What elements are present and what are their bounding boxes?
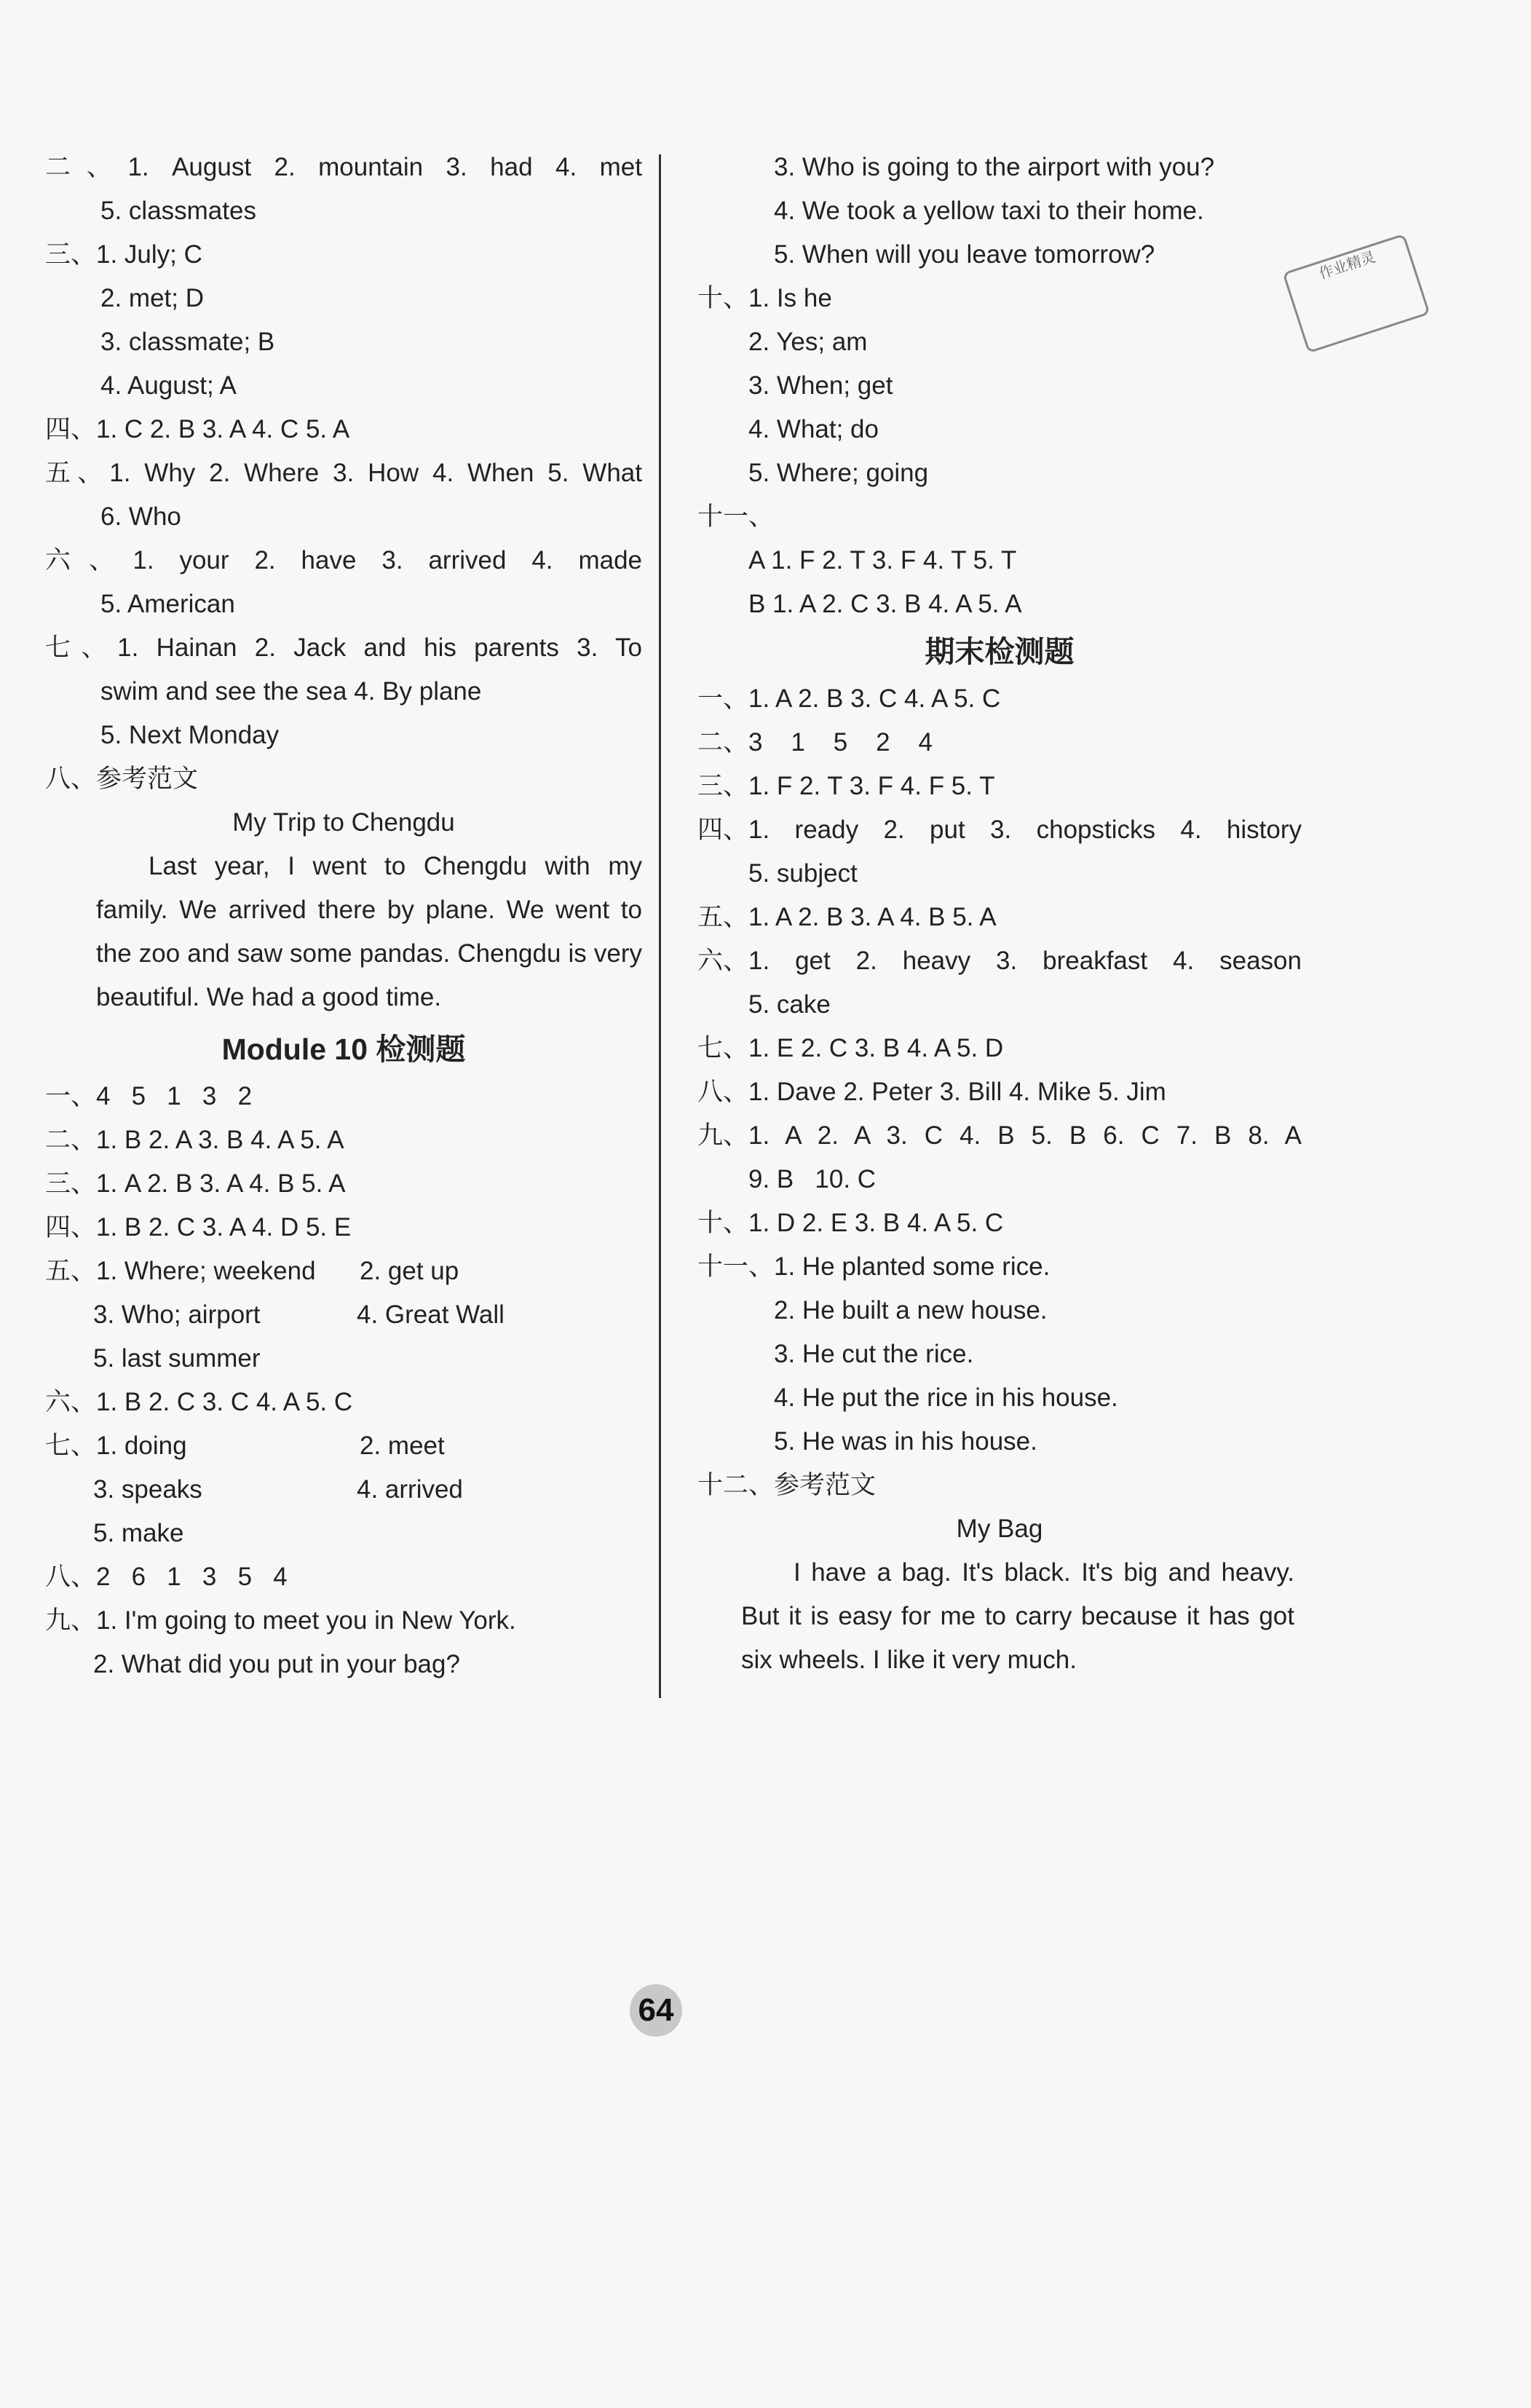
- answer-line: 2. met; D: [100, 284, 204, 312]
- answer-line: 4. He put the rice in his house.: [774, 1383, 1118, 1412]
- answer-line: 六、1. B 2. C 3. C 4. A 5. C: [45, 1388, 353, 1416]
- answer-line: 四、1. ready 2. put 3. chopsticks 4. history: [697, 816, 1302, 844]
- answer-line: 3. Who; airport 4. Great Wall: [93, 1300, 505, 1329]
- answer-line: 5. subject: [748, 859, 858, 888]
- answer-line: 二、1. B 2. A 3. B 4. A 5. A: [45, 1126, 344, 1154]
- answer-line: 5. Where; going: [748, 459, 929, 487]
- answer-line: 七、1. doing 2. meet: [45, 1432, 445, 1460]
- answer-line: 九、1. A 2. A 3. C 4. B 5. B 6. C 7. B 8. A: [697, 1121, 1302, 1150]
- page-number: 64: [630, 1984, 682, 2037]
- answer-line: 七、1. Hainan 2. Jack and his parents 3. To: [45, 633, 642, 662]
- column-divider: [659, 154, 661, 1698]
- answer-line: 六、1. your 2. have 3. arrived 4. made: [45, 546, 642, 575]
- answer-line: 5. cake: [748, 990, 831, 1019]
- essay-title: My Trip to Chengdu: [232, 808, 455, 837]
- answer-line: 3. classmate; B: [100, 328, 275, 356]
- answer-line: 一、1. A 2. B 3. C 4. A 5. C: [697, 684, 1001, 713]
- answer-line: 2. What did you put in your bag?: [93, 1650, 460, 1678]
- answer-line: 2. Yes; am: [748, 328, 868, 356]
- answer-line: 三、1. A 2. B 3. A 4. B 5. A: [45, 1169, 346, 1198]
- answer-line: 2. He built a new house.: [774, 1296, 1048, 1325]
- answer-line: 4. What; do: [748, 415, 879, 443]
- right-column: [697, 146, 1302, 1682]
- answer-line: 6. Who: [100, 502, 181, 531]
- section-title: Module 10 检测题: [221, 1033, 466, 1066]
- section-title: 期末检测题: [925, 635, 1075, 668]
- answer-line: 3. He cut the rice.: [774, 1340, 974, 1368]
- answer-line: 三、1. July; C: [45, 240, 202, 269]
- answer-line: 3. speaks 4. arrived: [93, 1475, 463, 1504]
- answer-line: 4. We took a yellow taxi to their home.: [774, 197, 1204, 225]
- answer-line: 九、1. I'm going to meet you in New York.: [45, 1606, 516, 1635]
- answer-line: swim and see the sea 4. By plane: [100, 677, 482, 706]
- essay-body: Last year, I went to Chengdu with my family. We arrived there by plane. We went to the zoo and saw some pandas. Chengdu is very beautiful. We had a good time.: [96, 852, 642, 1011]
- answer-line: 9. B 10. C: [748, 1165, 877, 1193]
- left-column: [45, 146, 642, 1686]
- answer-line: 十一、1. He planted some rice.: [697, 1252, 1051, 1281]
- answer-line: 4. August; A: [100, 371, 237, 400]
- answer-line: 四、1. B 2. C 3. A 4. D 5. E: [45, 1213, 352, 1241]
- answer-line: 5. He was in his house.: [774, 1427, 1037, 1456]
- answer-line: 5. make: [93, 1519, 184, 1547]
- answer-line: 3. When; get: [748, 371, 893, 400]
- answer-line: 四、1. C 2. B 3. A 4. C 5. A: [45, 415, 350, 443]
- answer-line: 七、1. E 2. C 3. B 4. A 5. D: [697, 1034, 1004, 1062]
- answer-line: 五、1. Where; weekend 2. get up: [45, 1257, 459, 1285]
- answer-line: 5. When will you leave tomorrow?: [774, 240, 1155, 269]
- answer-line: 3. Who is going to the airport with you?: [774, 153, 1215, 181]
- answer-line: 八、1. Dave 2. Peter 3. Bill 4. Mike 5. Jim: [697, 1078, 1166, 1106]
- answer-line: 三、1. F 2. T 3. F 4. F 5. T: [697, 772, 995, 800]
- answer-line: 十、1. D 2. E 3. B 4. A 5. C: [697, 1209, 1004, 1237]
- answer-line: 5. classmates: [100, 197, 256, 225]
- answer-line: 五、1. Why 2. Where 3. How 4. When 5. What: [45, 459, 642, 487]
- answer-line: 二、3 1 5 2 4: [697, 728, 933, 757]
- answer-line: 八、参考范文: [45, 765, 199, 793]
- answer-line: 八、2 6 1 3 5 4: [45, 1563, 288, 1591]
- answer-line: 十一、: [697, 502, 775, 531]
- answer-line: 二、1. August 2. mountain 3. had 4. met: [45, 153, 642, 181]
- answer-line: 六、1. get 2. heavy 3. breakfast 4. season: [697, 947, 1302, 975]
- essay-title: My Bag: [956, 1515, 1043, 1543]
- answer-line: 5. American: [100, 590, 235, 618]
- answer-line: 5. Next Monday: [100, 721, 280, 749]
- answer-line: B 1. A 2. C 3. B 4. A 5. A: [748, 590, 1022, 618]
- answer-line: 5. last summer: [93, 1344, 261, 1373]
- answer-line: A 1. F 2. T 3. F 4. T 5. T: [748, 546, 1017, 575]
- watermark-stamp: 作业精灵: [1282, 234, 1430, 354]
- answer-line: 十、1. Is he: [697, 284, 832, 312]
- essay-body: I have a bag. It's black. It's big and heavy. But it is easy for me to carry because it has got six wheels. I like it very much.: [741, 1558, 1294, 1674]
- answer-line: 一、4 5 1 3 2: [45, 1082, 253, 1110]
- answer-line: 五、1. A 2. B 3. A 4. B 5. A: [697, 903, 997, 931]
- answer-line: 十二、参考范文: [697, 1471, 877, 1499]
